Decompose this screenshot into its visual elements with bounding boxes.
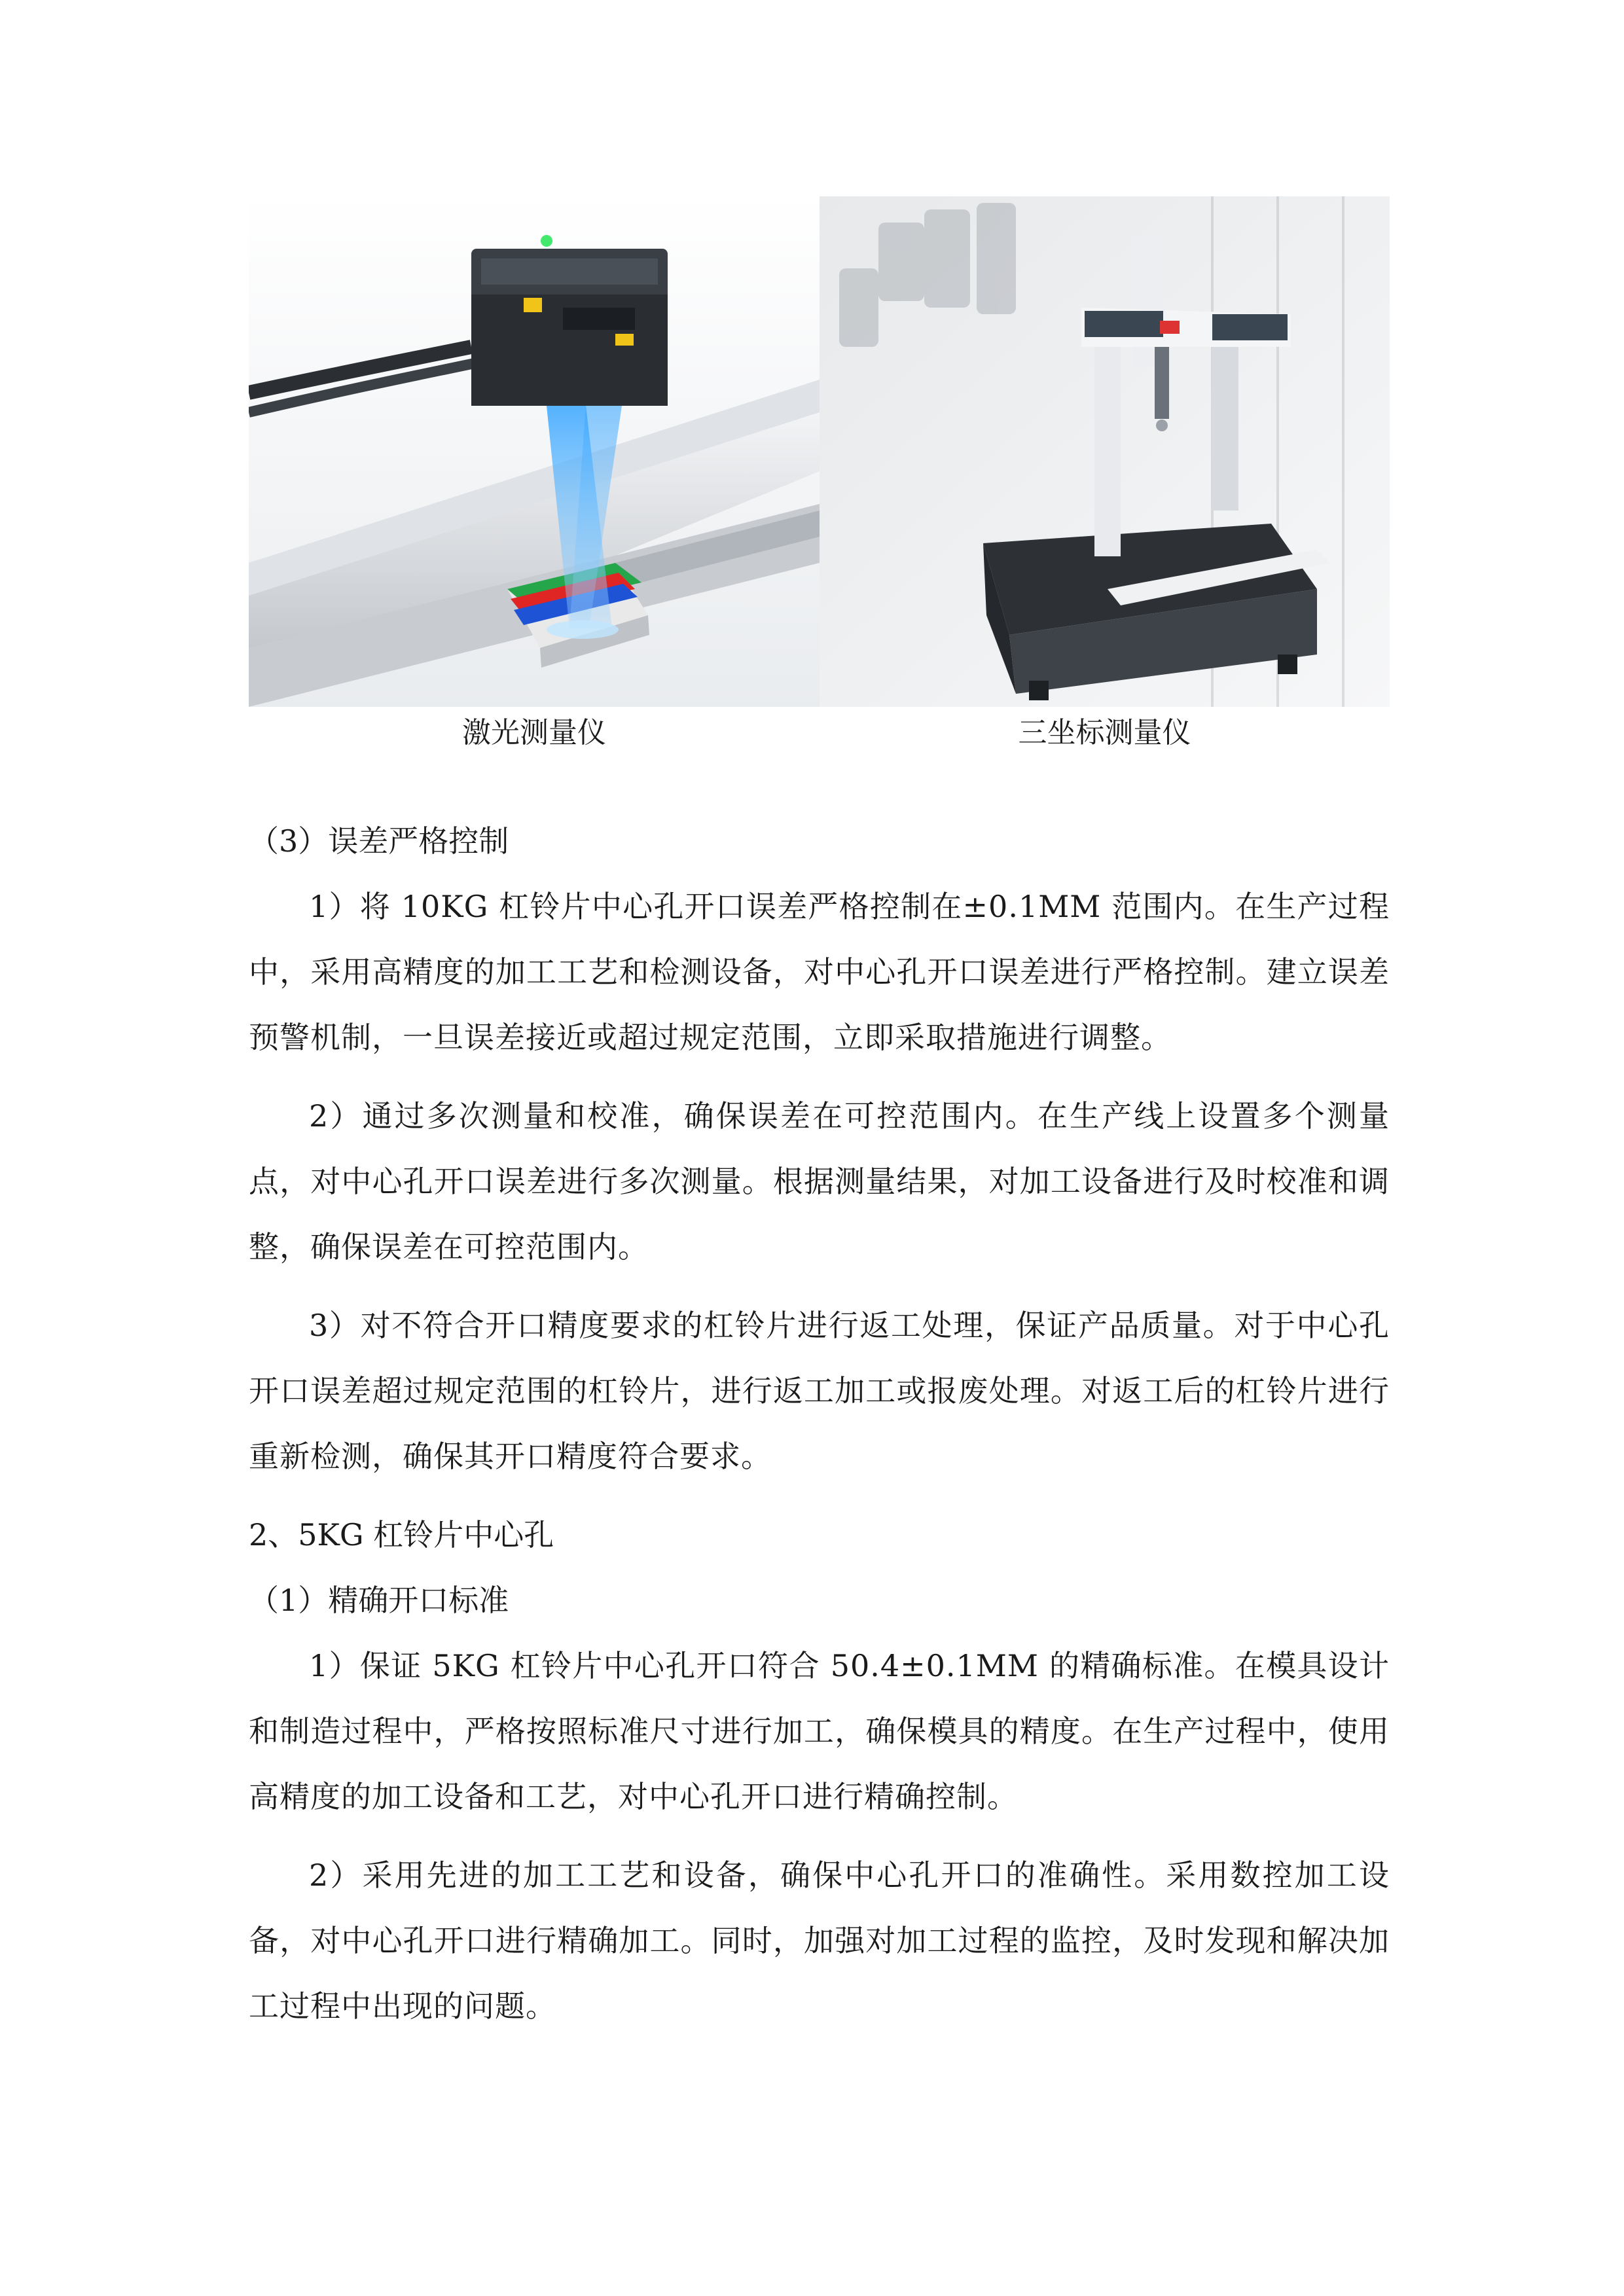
figure-caption-cmm: 三坐标测量仪 xyxy=(1018,716,1191,749)
paragraph: 2）采用先进的加工工艺和设备，确保中心孔开口的准确性。采用数控加工设备，对中心孔开口进行精确加工。同时，加强对加工过程的监控，及时发现和解决加工过程中出现的问题。 xyxy=(249,1857,1390,2024)
paragraph: 2）通过多次测量和校准，确保误差在可控范围内。在生产线上设置多个测量点，对中心孔开口误差进行多次测量。根据测量结果，对加工设备进行及时校准和调整，确保误差在可控范围内。 xyxy=(249,1098,1390,1265)
laser-scene-illustration xyxy=(249,196,820,707)
section-heading-error-control: （3）误差严格控制 xyxy=(249,823,509,859)
laser-measuring-device-image xyxy=(249,196,820,707)
coordinate-measuring-machine-image xyxy=(820,196,1390,707)
figure-caption-laser: 激光测量仪 xyxy=(462,716,606,749)
paragraph: 3）对不符合开口精度要求的杠铃片进行返工处理，保证产品质量。对于中心孔开口误差超过规定范围的杠铃片，进行返工加工或报废处理。对返工后的杠铃片进行重新检测，确保其开口精度符合要求。 xyxy=(249,1308,1390,1474)
cmm-scene-illustration xyxy=(820,196,1390,707)
document-body xyxy=(249,808,1390,2039)
section-heading-precise-standard: （1）精确开口标准 xyxy=(249,1583,509,1618)
paragraph: 1）保证 5KG 杠铃片中心孔开口符合 50.4±0.1MM 的精确标准。在模具设计和制造过程中，严格按照标准尺寸进行加工，确保模具的精度。在生产过程中，使用高精度的加工设备和工艺，对中心孔开口进行精确控制。 xyxy=(249,1648,1390,1814)
section-title-5kg: 2、5KG 杠铃片中心孔 xyxy=(249,1517,554,1552)
paragraph: 1）将 10KG 杠铃片中心孔开口误差严格控制在±0.1MM 范围内。在生产过程中，采用高精度的加工工艺和检测设备，对中心孔开口误差进行严格控制。建立误差预警机制，一旦误差接近或超过规定范围，立即采取措施进行调整。 xyxy=(249,889,1390,1055)
